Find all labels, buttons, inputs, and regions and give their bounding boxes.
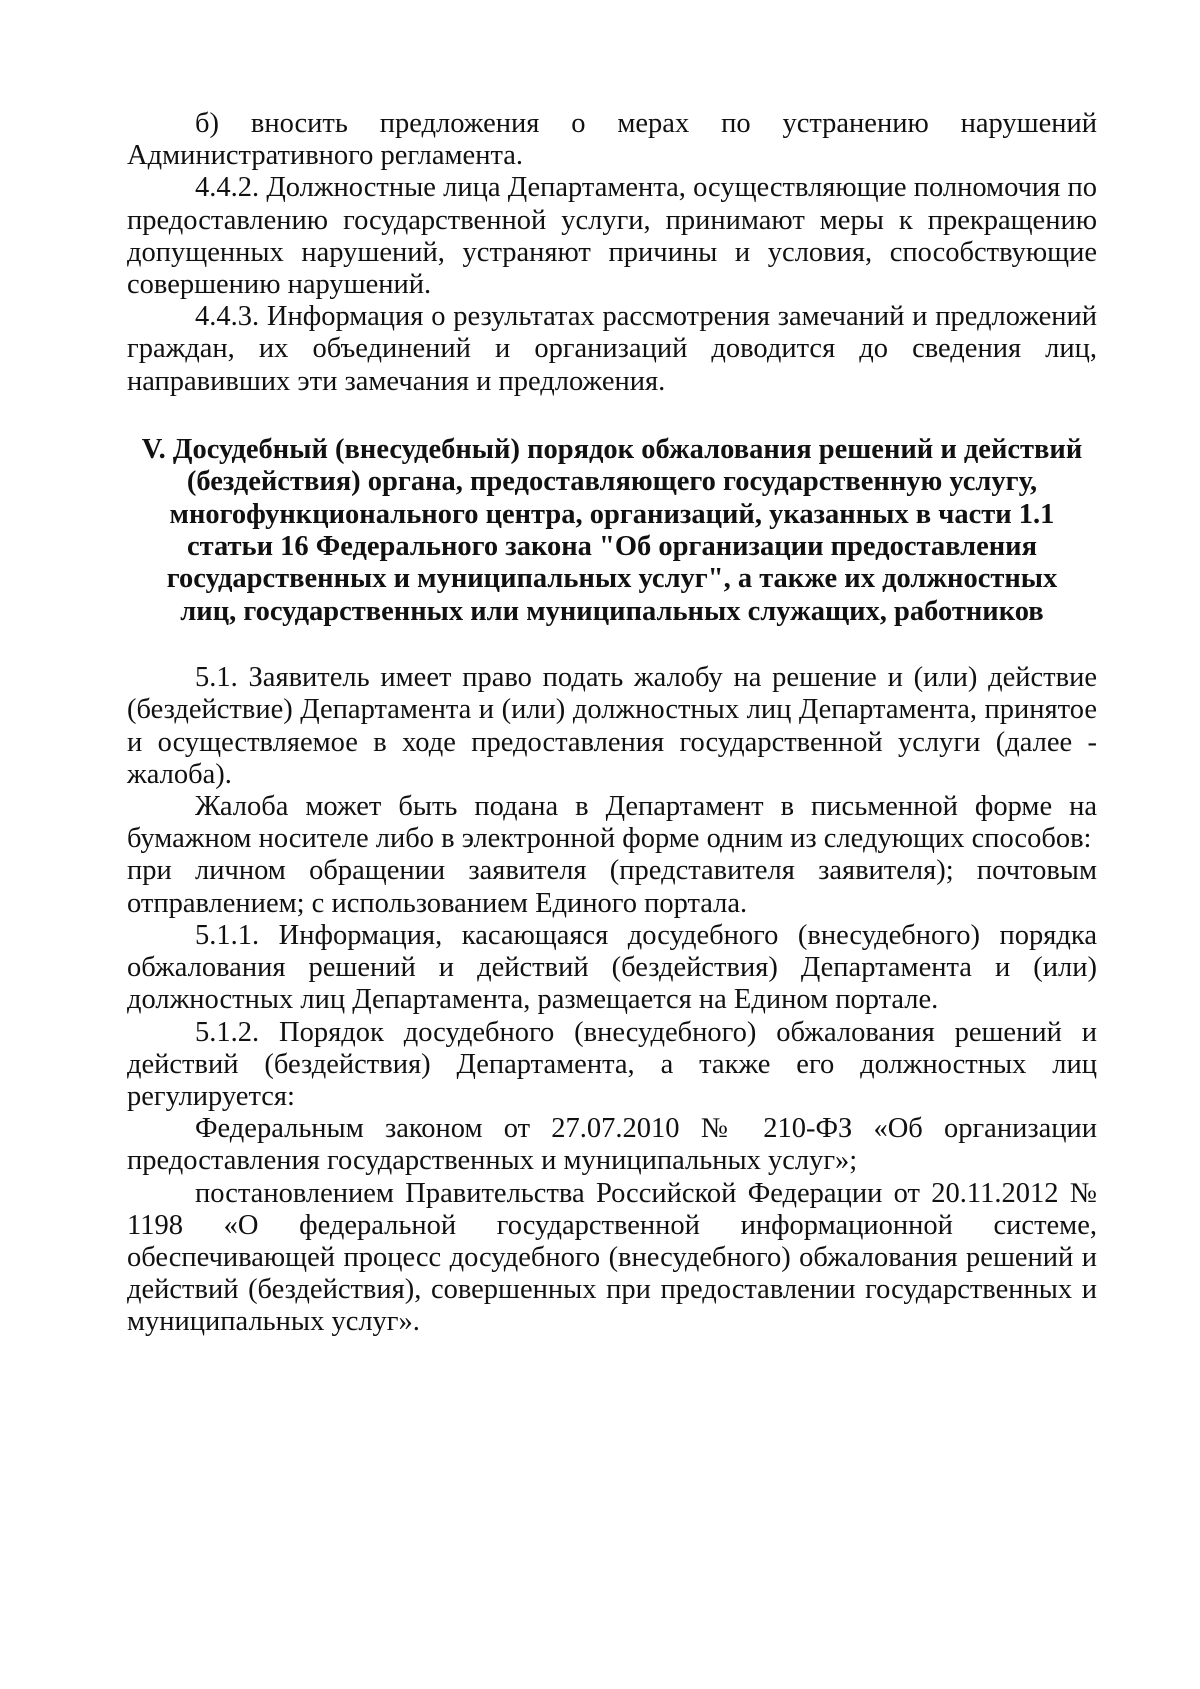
paragraph-submission-methods: при личном обращении заявителя (представителя заявителя); почтовым отправлением; с использованием Единого портала.: [127, 855, 1097, 919]
section-v-heading: [127, 434, 1097, 628]
heading-line: статьи 16 Федерального закона "Об организации предоставления: [186, 531, 1038, 563]
document-body: [127, 108, 1097, 1339]
paragraph-b-proposals: б) вносить предложения о мерах по устранению нарушений Административного регламента.: [127, 108, 1097, 172]
heading-line: многофункционального центра, организаций, указанных в части 1.1: [169, 498, 1055, 530]
paragraph-complaint-form: Жалоба может быть подана в Департамент в письменной форме на бумажном носителе либо в электронной форме одним из следующих способов:: [127, 791, 1097, 855]
heading-line: лиц, государственных или муниципальных служащих, работников: [180, 595, 1044, 627]
heading-line: государственных и муниципальных услуг", а также их должностных: [166, 563, 1058, 595]
paragraph-5-1-1: 5.1.1. Информация, касающаяся досудебного (внесудебного) порядка обжалования решений и действий (бездействия) Департамента и (или) должностных лиц Департамента, размещается на Едином портале.: [127, 919, 1097, 1016]
heading-line: (бездействия) органа, предоставляющего государственную услугу,: [186, 466, 1038, 498]
paragraph-federal-law: Федеральным законом от 27.07.2010 № 210-ФЗ «Об организации предоставления государственных и муниципальных услуг»;: [127, 1113, 1097, 1177]
paragraph-4-4-2: 4.4.2. Должностные лица Департамента, осуществляющие полномочия по предоставлению государственной услуги, принимают меры к прекращению допущенных нарушений, устраняют причины и условия, способствующие совершению нарушений.: [127, 172, 1097, 301]
paragraph-5-1-2: 5.1.2. Порядок досудебного (внесудебного) обжалования решений и действий (бездействия) Департамента, а также его должностных лиц регулируется:: [127, 1016, 1097, 1112]
paragraph-5-1: 5.1. Заявитель имеет право подать жалобу на решение и (или) действие (бездействие) Департамента и (или) должностных лиц Департамента, принятое и осуществляемое в ходе предоставления государственной услуги (далее - жалоба).: [127, 662, 1097, 790]
paragraph-government-resolution: постановлением Правительства Российской Федерации от 20.11.2012 № 1198 «О федеральной государственной информационной системе, обеспечивающей процесс досудебного (внесудебного) обжалования решений и действий (бездействия), совершенных при предоставлении государственных и муниципальных услуг».: [127, 1177, 1097, 1338]
paragraph-4-4-3: 4.4.3. Информация о результатах рассмотрения замечаний и предложений граждан, их объединений и организаций доводится до сведения лиц, направивших эти замечания и предложения.: [127, 301, 1097, 397]
heading-line: V. Досудебный (внесудебный) порядок обжалования решений и действий: [141, 433, 1083, 465]
